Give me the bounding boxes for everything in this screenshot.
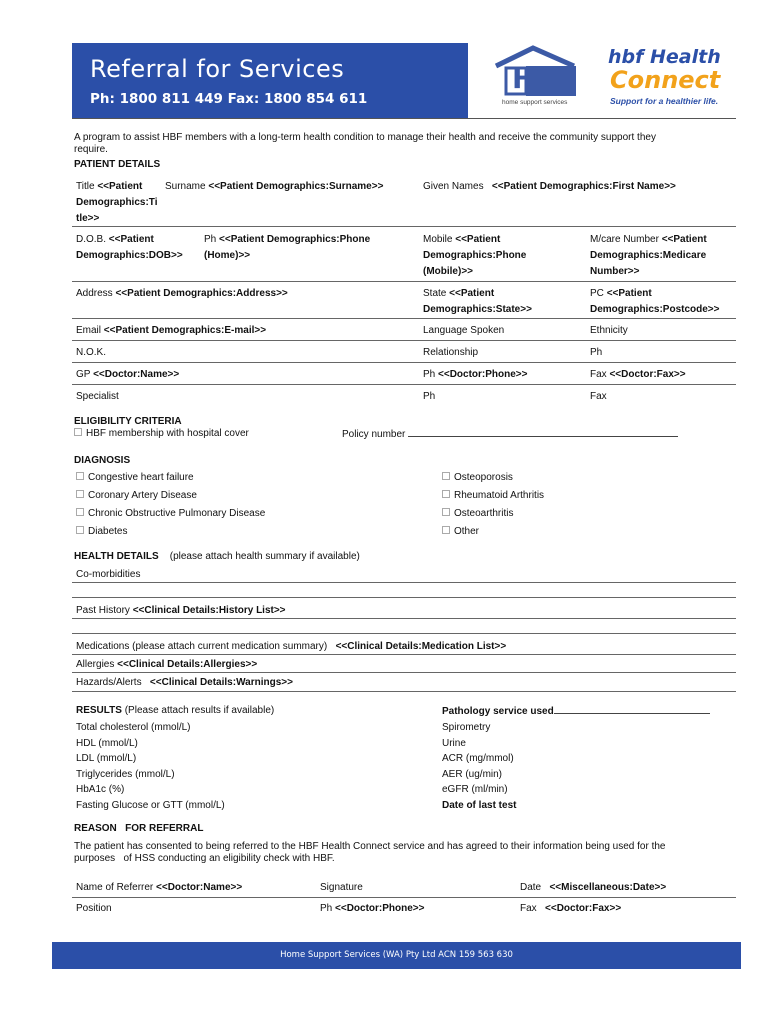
address-label: Address [76,288,113,299]
result-field[interactable]: LDL (mmol/L) [76,753,137,765]
medicare-label: M/care Number [590,234,659,245]
gp-fax-value: <<Doctor:Fax>> [609,369,686,380]
past-history-label: Past History [76,605,130,616]
referrer-phone-value: <<Doctor:Phone>> [335,903,425,914]
diagnosis-label: Other [454,526,480,537]
health-details-heading-row [74,551,360,562]
result-field[interactable]: eGFR (ml/min) [442,784,508,796]
policy-number-field[interactable] [342,428,678,440]
result-field[interactable]: ACR (mg/mmol) [442,753,514,765]
checkbox-icon [76,526,84,534]
surname-field[interactable] [165,179,383,195]
diagnosis-label: Diabetes [88,526,128,537]
hbf-health-connect-logo [606,46,736,112]
result-field[interactable]: Triglycerides (mmol/L) [76,768,175,780]
home-phone-value-2: (Home)>> [204,250,251,261]
referrer-name-label: Name of Referrer [76,882,154,893]
referrer-fax-field[interactable] [520,903,621,914]
dob-value-1: <<Patient [108,234,154,245]
surname-value: <<Patient Demographics:Surname>> [208,181,384,192]
postcode-field[interactable] [590,286,719,318]
results-right-list [442,720,516,814]
email-label: Email [76,325,102,336]
hbf-logo-tagline: Support for a healthier life. [610,96,719,106]
mobile-field[interactable] [423,232,526,280]
rule [72,897,736,898]
diagnosis-left-3[interactable] [76,508,265,519]
title-field[interactable] [76,179,158,227]
checkbox-icon [442,526,450,534]
results-note: (Please attach results if available) [124,705,275,716]
rule [72,691,736,692]
referrer-name-field[interactable] [76,882,242,893]
footer-text: Home Support Services (WA) Pty Ltd ACN 159 563 630 [280,950,513,960]
home-phone-label: Ph [204,234,217,245]
diagnosis-label: Osteoarthritis [454,508,514,519]
rule [72,672,736,673]
title-label: Title [76,181,95,192]
medications-value: <<Clinical Details:Medication List>> [335,641,507,652]
diagnosis-left-2[interactable] [76,490,197,501]
diagnosis-left-1[interactable] [76,472,194,483]
rule [72,281,736,282]
checkbox-icon [442,508,450,516]
given-names-value: <<Patient Demographics:First Name>> [491,181,676,192]
rule [72,318,736,319]
postcode-value-2: Demographics:Postcode>> [590,304,720,315]
postcode-label: PC [590,288,604,299]
dob-value-2: Demographics:DOB>> [76,250,183,261]
given-names-field[interactable] [423,179,676,195]
diagnosis-label: Congestive heart failure [88,472,194,483]
hbf-logo-main: Connect [610,66,721,94]
state-value-1: <<Patient [449,288,495,299]
patient-details-heading: PATIENT DETAILS [74,159,161,170]
medicare-value-2: Demographics:Medicare [590,250,707,261]
relationship-field[interactable]: Relationship [423,347,479,358]
consent-text: The patient has consented to being referred to the HBF Health Connect service and has agreed to their information being used for the purposes of HSS conducting an eligibility check with HBF. [74,841,669,864]
past-history-value: <<Clinical Details:History List>> [132,605,286,616]
diagnosis-label: Rheumatoid Arthritis [454,490,545,501]
diagnosis-right-3[interactable] [442,508,513,519]
rule [72,340,736,341]
position-field[interactable]: Position [76,903,112,914]
pathology-label: Pathology service used [442,706,554,717]
results-heading-row [76,705,274,716]
hss-logo-letters: HSS [512,62,572,95]
referrer-name-value: <<Doctor:Name>> [156,882,243,893]
contact-phones: Ph: 1800 811 449 Fax: 1800 854 611 [90,91,368,107]
hss-logo-subtitle: home support services [502,99,568,106]
mobile-value-2: Demographics:Phone [423,250,527,261]
rule [72,654,736,655]
state-field[interactable] [423,286,532,318]
rule [72,384,736,385]
page-title: Referral for Services [90,55,345,83]
allergies-label: Allergies [76,659,115,670]
referral-date-field[interactable] [520,882,666,893]
referrer-phone-label: Ph [320,903,333,914]
pathology-line [554,705,710,714]
hbf-cover-label: HBF membership with hospital cover [86,428,249,439]
rule [72,226,736,227]
postcode-value-1: <<Patient [606,288,652,299]
diagnosis-heading: DIAGNOSIS [74,455,131,466]
dob-field[interactable] [76,232,183,264]
medicare-field[interactable] [590,232,707,280]
checkbox-icon [76,490,84,498]
result-field[interactable]: Total cholesterol (mmol/L) [76,722,191,733]
specialist-fax-field[interactable]: Fax [590,391,607,402]
hss-logo [488,44,588,110]
medications-field[interactable] [76,641,506,652]
referral-heading: REASON FOR REFERRAL [74,823,204,834]
date-of-last-test-field[interactable]: Date of last test [442,799,517,811]
past-history-field[interactable] [76,605,286,616]
gp-field[interactable] [76,367,179,383]
intro-text: A program to assist HBF members with a long-term health condition to manage their health and receive the community support they require. [74,132,656,155]
state-label: State [423,288,447,299]
referrer-phone-field[interactable] [320,903,424,914]
diagnosis-right-1[interactable] [442,472,513,483]
gp-phone-field[interactable] [423,367,527,383]
rule [72,633,736,634]
gp-phone-value: <<Doctor:Phone>> [438,369,528,380]
diagnosis-left-4[interactable] [76,526,127,537]
referral-date-label: Date [520,882,542,893]
results-heading: RESULTS [76,705,122,716]
title-value-2: Demographics:Ti [76,197,158,208]
medications-label: Medications (please attach current medication summary) [76,641,328,652]
rule [72,582,736,583]
email-field[interactable] [76,323,266,339]
language-field[interactable]: Language Spoken [423,325,505,336]
checkbox-icon [74,428,82,436]
gp-phone-label: Ph [423,369,436,380]
result-field[interactable]: HDL (mmol/L) [76,737,138,749]
ethnicity-field[interactable]: Ethnicity [590,325,628,336]
address-field[interactable] [76,286,288,302]
mobile-value-3: (Mobile)>> [423,266,474,277]
diagnosis-label: Chronic Obstructive Pulmonary Disease [88,508,266,519]
results-left-list [76,720,225,814]
dob-label: D.O.B. [76,234,107,245]
health-details-note: (please attach health summary if available) [169,551,360,562]
gp-label: GP [76,369,91,380]
hazards-label: Hazards/Alerts [76,677,142,688]
gp-fax-label: Fax [590,369,607,380]
hazards-value: <<Clinical Details:Warnings>> [149,677,293,688]
title-value-1: <<Patient [97,181,143,192]
comorbidities-field[interactable]: Co-morbidities [76,569,141,580]
rule [72,362,736,363]
referrer-fax-value: <<Doctor:Fax>> [545,903,622,914]
eligibility-heading: ELIGIBILITY CRITERIA [74,416,182,427]
signature-field[interactable]: Signature [320,882,363,893]
title-value-3: tle>> [76,213,100,224]
result-field[interactable]: Fasting Glucose or GTT (mmol/L) [76,799,225,811]
hazards-field[interactable] [76,677,293,688]
header-banner [72,43,468,119]
health-details-heading: HEALTH DETAILS [74,551,159,562]
referrer-fax-label: Fax [520,903,537,914]
footer-banner [52,942,741,969]
checkbox-icon [76,472,84,480]
header-divider [72,118,736,119]
given-names-label: Given Names [423,181,484,192]
policy-number-line [408,428,678,437]
hbf-logo-top: hbf Health [608,46,721,68]
allergies-field[interactable] [76,659,257,670]
result-field[interactable]: AER (ug/min) [442,768,503,780]
home-phone-value-1: <<Patient Demographics:Phone [219,234,371,245]
pathology-field[interactable] [442,705,710,717]
checkbox-icon [442,490,450,498]
mobile-value-1: <<Patient [455,234,501,245]
allergies-value: <<Clinical Details:Allergies>> [117,659,258,670]
gp-fax-field[interactable] [590,367,686,383]
address-value: <<Patient Demographics:Address>> [115,288,288,299]
checkbox-icon [76,508,84,516]
nok-field[interactable]: N.O.K. [76,347,107,358]
hbf-cover-checkbox[interactable] [74,428,249,439]
medicare-value-3: Number>> [590,266,640,277]
diagnosis-label: Osteoporosis [454,472,513,483]
diagnosis-right-2[interactable] [442,490,544,501]
referral-date-value: <<Miscellaneous:Date>> [549,882,667,893]
mobile-label: Mobile [423,234,453,245]
result-field[interactable]: HbA1c (%) [76,784,125,796]
diagnosis-right-4[interactable] [442,526,479,537]
state-value-2: Demographics:State>> [423,304,532,315]
diagnosis-label: Coronary Artery Disease [88,490,197,501]
result-field[interactable]: Urine [442,737,466,749]
medicare-value-1: <<Patient [661,234,707,245]
gp-value: <<Doctor:Name>> [93,369,180,380]
specialist-field[interactable]: Specialist [76,391,119,402]
email-value: <<Patient Demographics:E-mail>> [103,325,267,336]
rule [72,597,736,598]
checkbox-icon [442,472,450,480]
surname-label: Surname [165,181,206,192]
nok-phone-field[interactable]: Ph [590,347,603,358]
rule [72,618,736,619]
home-phone-field[interactable] [204,232,370,264]
specialist-phone-field[interactable]: Ph [423,391,436,402]
result-field[interactable]: Spirometry [442,722,491,733]
policy-number-label: Policy number [342,429,406,440]
